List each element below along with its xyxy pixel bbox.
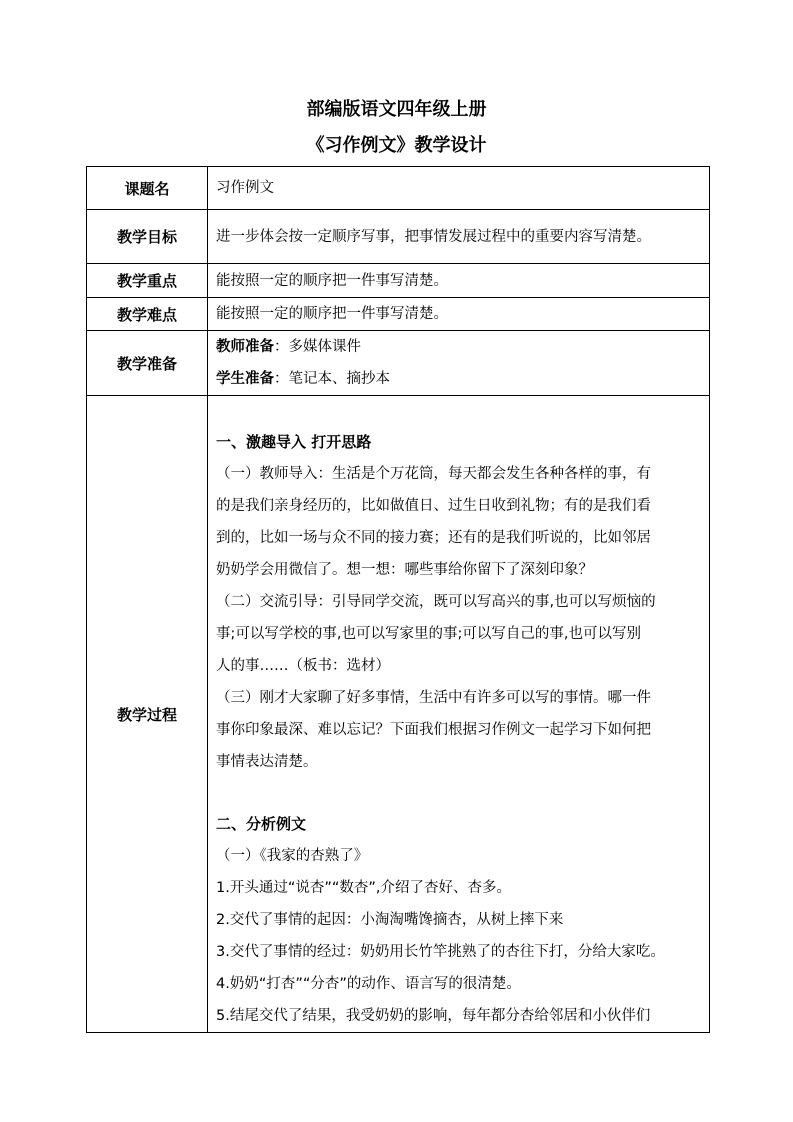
student-prep-line <box>216 363 703 395</box>
student-prep-label: 学生准备 <box>216 371 274 387</box>
teacher-prep-value: ：多媒体课件 <box>274 339 361 355</box>
section-gap <box>216 778 703 808</box>
row-course <box>87 167 710 210</box>
section-2-title: 二、分析例文 <box>216 815 307 833</box>
difficulty-value: 能按照一定的顺序把一件事写清楚。 <box>208 298 710 331</box>
student-prep-value: ：笔记本、摘抄本 <box>274 371 390 387</box>
process-label: 教学过程 <box>87 396 208 1033</box>
lesson-plan-table <box>86 166 710 1033</box>
row-prep <box>87 331 710 396</box>
prep-label: 教学准备 <box>87 331 208 396</box>
row-process <box>87 396 710 1033</box>
section-1-line: 事情表达清楚。 <box>216 754 318 770</box>
row-goal <box>87 210 710 264</box>
row-difficulty <box>87 298 710 331</box>
goal-label: 教学目标 <box>87 210 208 264</box>
teacher-prep-label: 教师准备 <box>216 339 274 355</box>
document-subtitle: 《习作例文》教学设计 <box>306 135 487 156</box>
section-1-line: 奶奶学会用微信了。想一想：哪些事给你留下了深刻印象？ <box>216 562 593 578</box>
section-2-line: 1.开头通过“说杏”“数杏”,介绍了杏好、杏多。 <box>216 880 511 896</box>
section-1-line: （一）教师导入：生活是个万花筒，每天都会发生各种各样的事，有 <box>216 466 651 482</box>
key-value: 能按照一定的顺序把一件事写清楚。 <box>208 264 710 298</box>
document-title: 部编版语文四年级上册 <box>306 99 487 120</box>
section-1-line: （三）刚才大家聊了好多事情，生活中有许多可以写的事情。哪一件 <box>216 690 651 706</box>
section-1-line: 的是我们亲身经历的，比如做值日、过生日收到礼物；有的是我们看 <box>216 498 651 514</box>
section-2-line: 5.结尾交代了结果，我受奶奶的影响，每年都分杏给邻居和小伙伴们 <box>216 1008 651 1024</box>
section-1-title: 一、激趣导入 打开思路 <box>216 433 372 451</box>
goal-value: 进一步体会按一定顺序写事，把事情发展过程中的重要内容写清楚。 <box>208 210 710 264</box>
section-1-line: 到的，比如一场与众不同的接力赛；还有的是我们听说的，比如邻居 <box>216 530 651 546</box>
teacher-prep-line <box>216 331 703 363</box>
course-value: 习作例文 <box>208 167 710 210</box>
course-label: 课题名 <box>87 167 208 210</box>
difficulty-label: 教学难点 <box>87 298 208 331</box>
prep-value <box>208 331 710 396</box>
section-2-line: 2.交代了事情的起因：小淘淘嘴馋摘杏，从树上摔下来 <box>216 912 564 928</box>
row-key <box>87 264 710 298</box>
section-2-line: 3.交代了事情的经过：奶奶用长竹竿挑熟了的杏往下打，分给大家吃。 <box>216 944 665 960</box>
key-label: 教学重点 <box>87 264 208 298</box>
section-1-line: 事;可以写学校的事,也可以写家里的事;可以写自己的事,也可以写别 <box>216 626 641 642</box>
section-2-line: （一）《我家的杏熟了》 <box>216 848 369 864</box>
section-1-line: 人的事……（板书：选材） <box>216 658 390 674</box>
section-2-line: 4.奶奶“打杏”“分杏”的动作、语言写的很清楚。 <box>216 976 521 992</box>
process-value <box>208 396 710 1033</box>
section-1-line: （二）交流引导：引导同学交流，既可以写高兴的事,也可以写烦恼的 <box>216 594 656 610</box>
section-1-line: 事你印象最深、难以忘记？下面我们根据习作例文一起学习下如何把 <box>216 722 651 738</box>
